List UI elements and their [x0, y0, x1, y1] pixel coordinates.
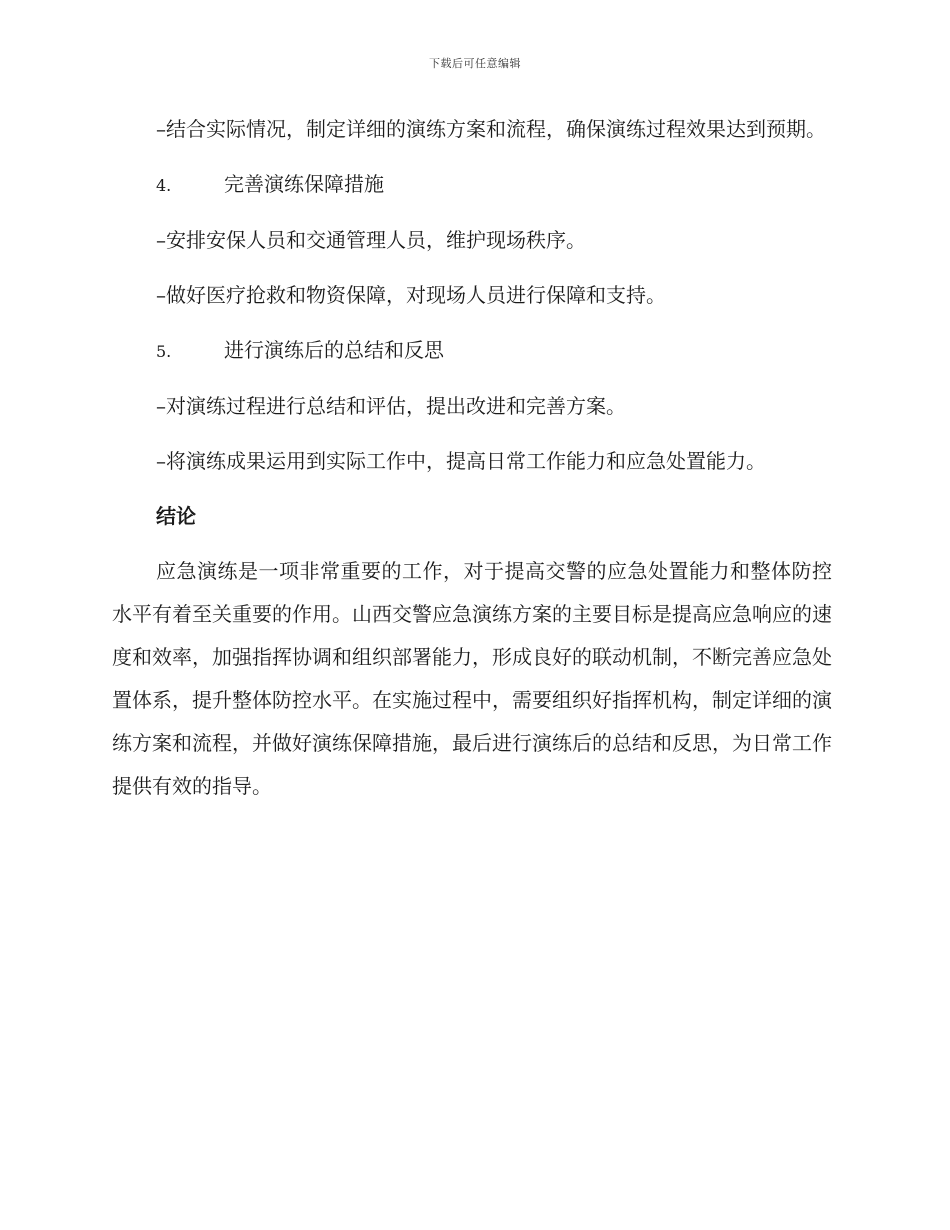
- paragraph-conclusion: 应急演练是一项非常重要的工作，对于提高交警的应急处置能力和整体防控水平有着至关重要的作用。山西交警应急演练方案的主要目标是提高应急响应的速度和效率，加强指挥协调和组织部署能力，形成良好的联动机制，不断完善应急处置体系，提升整体防控水平。在实施过程中，需要组织好指挥机构，制定详细的演练方案和流程，并做好演练保障措施，最后进行演练后的总结和反思，为日常工作提供有效的指导。: [112, 559, 832, 798]
- list-number: 5.: [156, 342, 172, 361]
- paragraph-apply-results: –将演练成果运用到实际工作中，提高日常工作能力和应急处置能力。: [156, 449, 766, 473]
- paragraph-medical: –做好医疗抢救和物资保障，对现场人员进行保障和支持。: [156, 283, 666, 307]
- list-item-4: [112, 163, 832, 207]
- list-item-text: 完善演练保障措施: [224, 172, 384, 196]
- list-item-text: 进行演练后的总结和反思: [224, 338, 444, 362]
- list-item-5: [112, 329, 832, 373]
- paragraph-summary: –对演练过程进行总结和评估，提出改进和完善方案。: [156, 394, 626, 418]
- list-number: 4.: [156, 176, 172, 195]
- page-header: 下载后可任意编辑: [429, 57, 521, 70]
- paragraph-security: –安排安保人员和交通管理人员，维护现场秩序。: [156, 228, 586, 252]
- paragraph-plan-flow: –结合实际情况，制定详细的演练方案和流程，确保演练过程效果达到预期。: [156, 117, 826, 141]
- section-heading-conclusion: 结论: [156, 504, 196, 528]
- document-body: [112, 108, 832, 808]
